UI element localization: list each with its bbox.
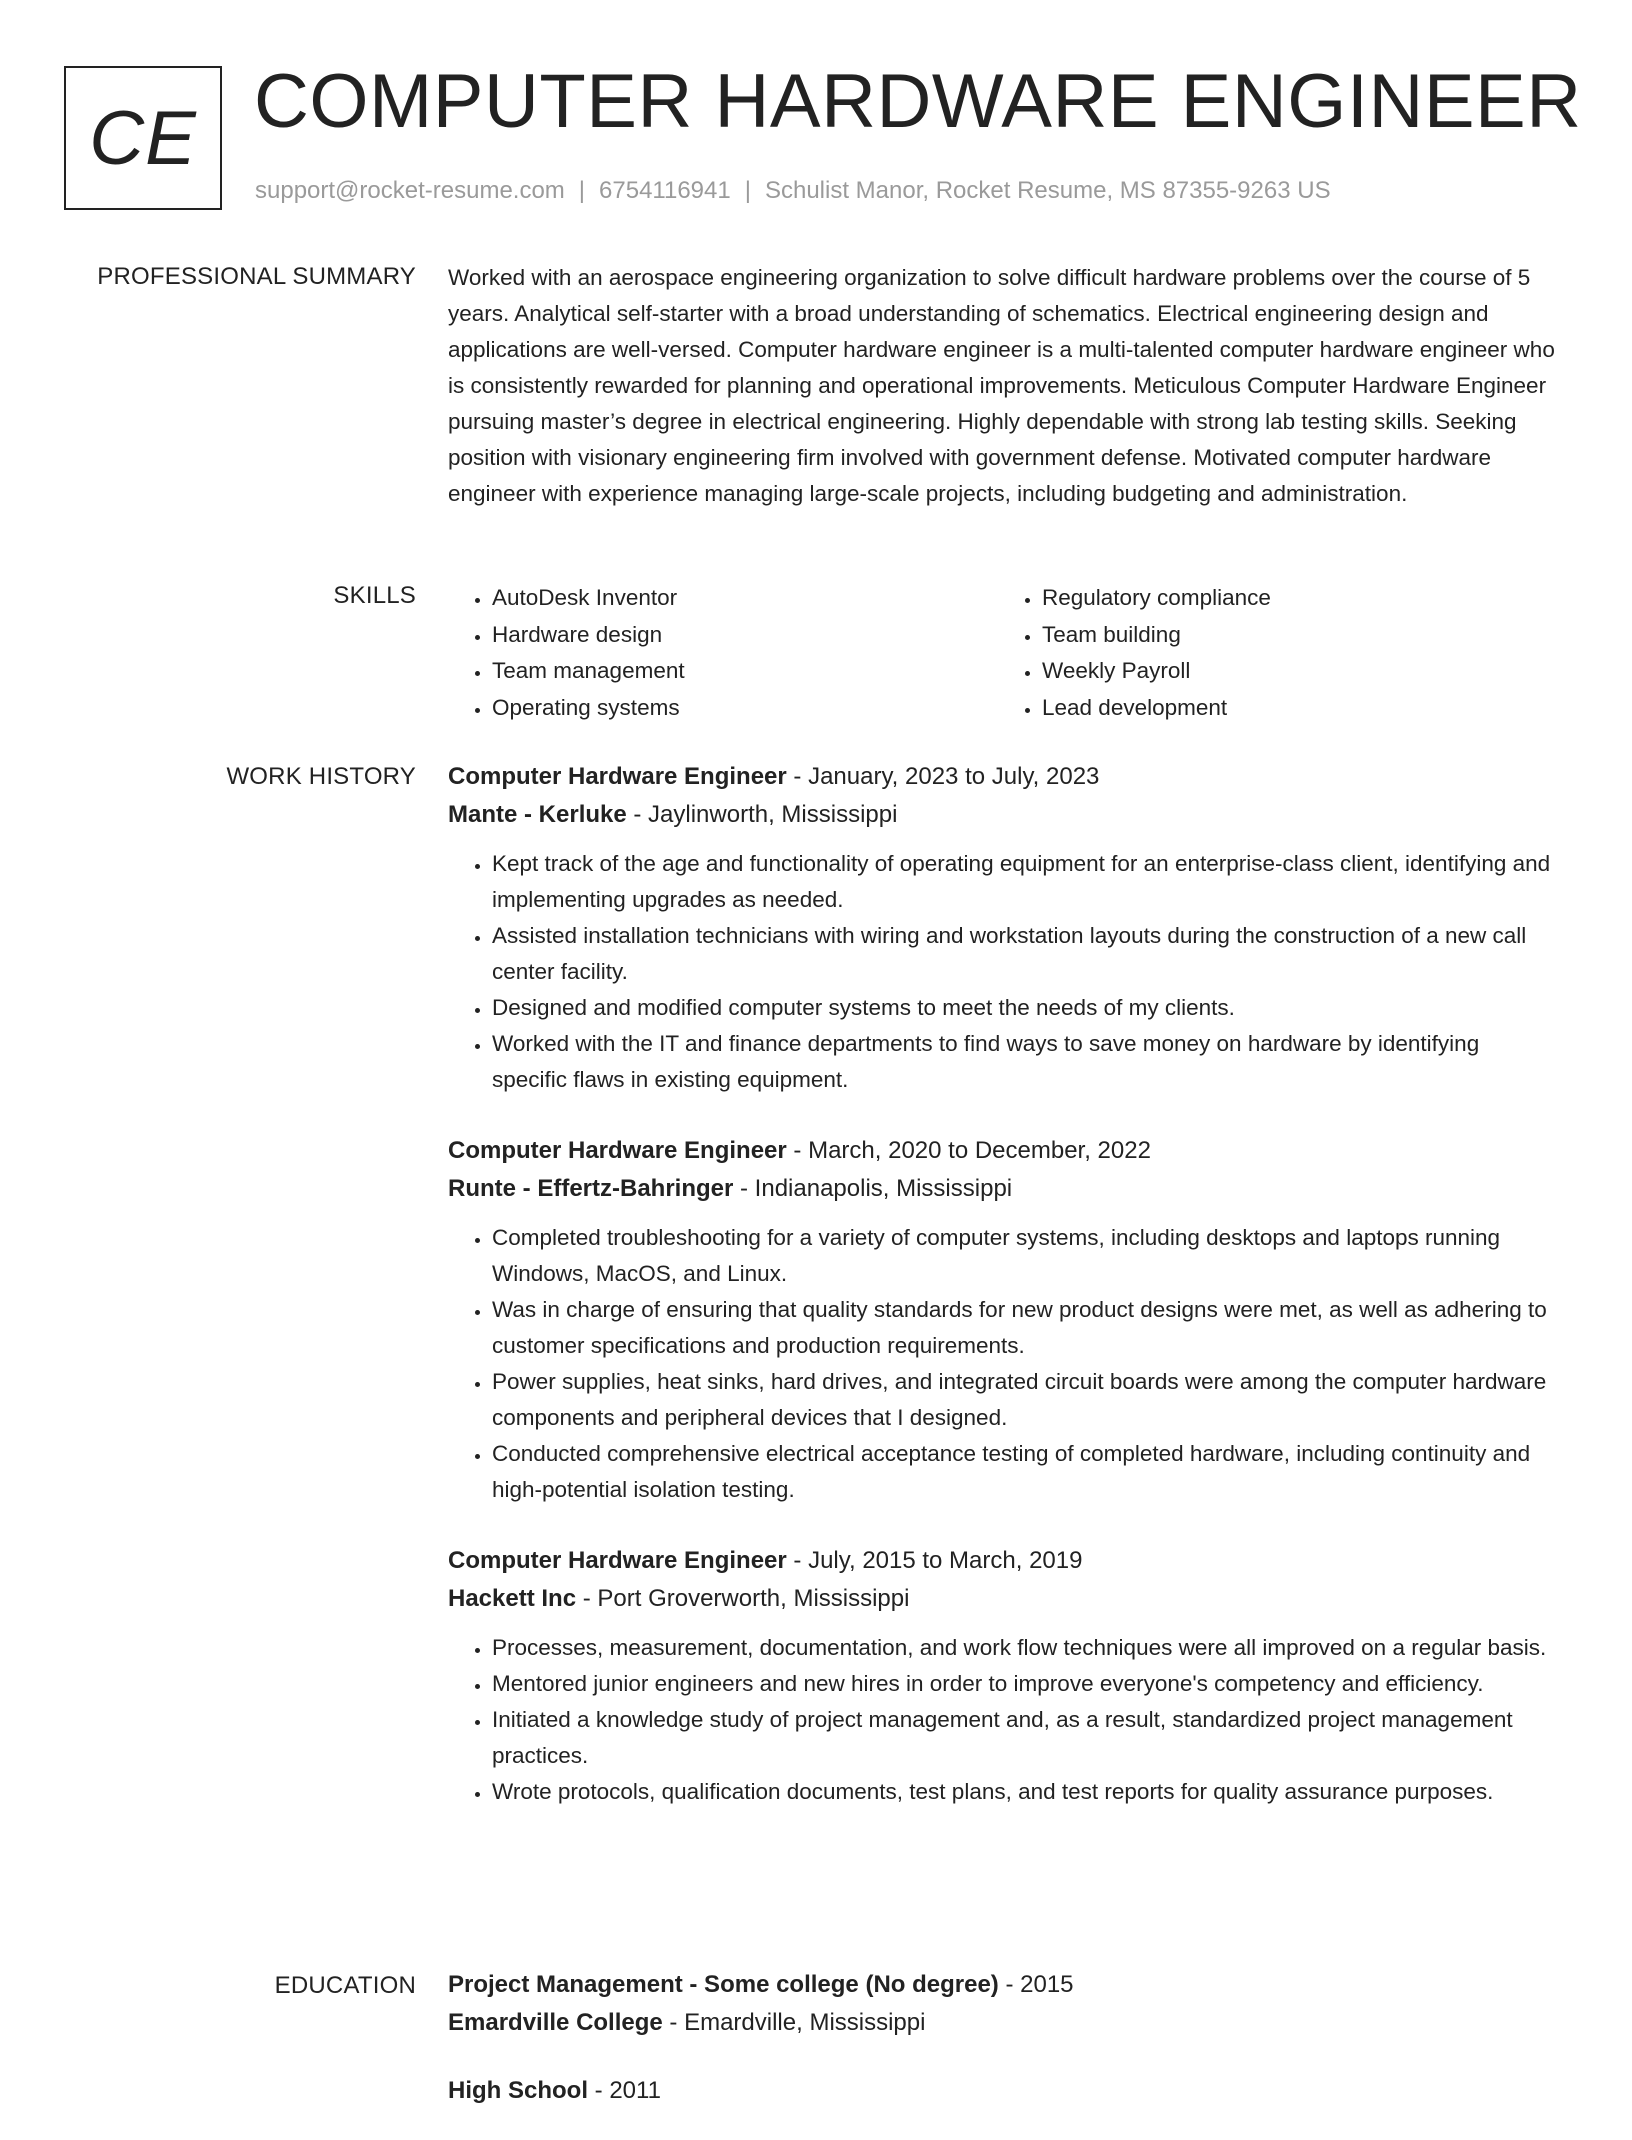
job-dates: - July, 2015 to March, 2019 (786, 1547, 1083, 1574)
job-entry (448, 758, 1560, 1098)
skills-body (448, 580, 1560, 726)
education-degree: High School (448, 2077, 588, 2104)
job-bullets (448, 1630, 1560, 1810)
job-bullets (448, 846, 1560, 1098)
skill-item: • Hardware design (492, 617, 998, 654)
education-degree: Project Management - Some college (No degree) (448, 1971, 999, 1998)
contact-separator: | (578, 177, 586, 204)
job-company-line (448, 796, 1560, 834)
job-dates: - January, 2023 to July, 2023 (786, 763, 1100, 790)
summary-text: Worked with an aerospace engineering organization to solve difficult hardware problems over the course of 5 years. Analytical self-starter with a broad understanding of schematics. Electrical engineering design and applications are well-versed. Computer hardware engineer is a multi-talented computer hardware engineer who is consistently rewarded for planning and operational improvements. Meticulous Computer Hardware Engineer pursuing master’s degree in electrical engineering. Highly dependable with strong lab testing skills. Seeking position with visionary engineering firm involved with government defense. Motivated computer hardware engineer with experience managing large-scale projects, including budgeting and administration. (448, 265, 1555, 506)
job-bullet: • Was in charge of ensuring that quality standards for new product designs were met, as well as adhering to customer specifications and production requirements. (492, 1292, 1560, 1364)
education-school: Emardville College (448, 2009, 663, 2036)
skills-list-right (998, 580, 1548, 726)
skill-item: • Operating systems (492, 690, 998, 727)
job-bullet: • Assisted installation technicians with wiring and workstation layouts during the construction of a new call center facility. (492, 918, 1560, 990)
education-school-line (448, 2004, 1560, 2042)
job-bullet: • Processes, measurement, documentation, and work flow techniques were all improved on a regular basis. (492, 1630, 1560, 1666)
skill-item: • Team management (492, 653, 998, 690)
job-bullet: • Completed troubleshooting for a variety of computer systems, including desktops and laptops running Windows, MacOS, and Linux. (492, 1220, 1560, 1292)
skills-list-left (448, 580, 998, 726)
contact-separator: | (744, 177, 751, 204)
job-company: Hackett Inc (448, 1585, 577, 1612)
job-bullet: • Worked with the IT and finance departments to find ways to save money on hardware by identifying specific flaws in existing equipment. (492, 1026, 1560, 1098)
job-bullet: • Designed and modified computer systems to meet the needs of my clients. (492, 990, 1560, 1026)
job-company-line (448, 1170, 1560, 1208)
job-company: Mante - Kerluke (448, 801, 627, 828)
job-entry (448, 1542, 1560, 1810)
education-year: - 2011 (588, 2077, 661, 2104)
skill-item: • Weekly Payroll (1042, 653, 1548, 690)
section-title-summary: PROFESSIONAL SUMMARY (97, 263, 416, 290)
job-location: - Port Groverworth, Mississippi (576, 1585, 910, 1612)
job-location: - Indianapolis, Mississippi (733, 1175, 1013, 1202)
education-entry (448, 1966, 1560, 2042)
section-title-work: WORK HISTORY (226, 763, 416, 790)
job-location: - Jaylinworth, Mississippi (626, 801, 898, 828)
job-role-line (448, 1542, 1560, 1580)
job-company-line (448, 1580, 1560, 1618)
education-entry (448, 2072, 1560, 2110)
job-bullet: • Initiated a knowledge study of project management and, as a result, standardized project management practices. (492, 1702, 1560, 1774)
education-body (448, 1966, 1560, 2140)
job-bullet: • Kept track of the age and functionality of operating equipment for an enterprise-class client, identifying and implementing upgrades as needed. (492, 846, 1560, 918)
job-role: Computer Hardware Engineer (448, 1547, 787, 1574)
job-role: Computer Hardware Engineer (448, 1137, 787, 1164)
education-location: - Emardville, Mississippi (662, 2009, 926, 2036)
job-role-line (448, 1132, 1560, 1170)
job-bullet: • Mentored junior engineers and new hires in order to improve everyone's competency and efficiency. (492, 1666, 1560, 1702)
section-title-education: EDUCATION (274, 1972, 416, 1999)
job-role: Computer Hardware Engineer (448, 763, 787, 790)
education-degree-line (448, 2072, 1560, 2110)
job-bullet: • Power supplies, heat sinks, hard drives, and integrated circuit boards were among the computer hardware components and peripheral devices that I designed. (492, 1364, 1560, 1436)
skill-item: • Lead development (1042, 690, 1548, 727)
initials-monogram: CE (64, 66, 222, 210)
contact-email[interactable]: support@rocket-resume.com (255, 177, 565, 204)
job-dates: - March, 2020 to December, 2022 (786, 1137, 1151, 1164)
work-history-body (448, 758, 1560, 1844)
education-degree-line (448, 1966, 1560, 2004)
job-entry (448, 1132, 1560, 1508)
job-bullet: • Conducted comprehensive electrical acceptance testing of completed hardware, including continuity and high-potential isolation testing. (492, 1436, 1560, 1508)
education-year: - 2015 (998, 1971, 1074, 1998)
contact-address: Schulist Manor, Rocket Resume, MS 87355-9263 US (764, 177, 1331, 204)
skill-item: • Team building (1042, 617, 1548, 654)
job-bullets (448, 1220, 1560, 1508)
contact-line (255, 176, 1331, 206)
section-title-skills: SKILLS (333, 582, 416, 609)
job-bullet: • Wrote protocols, qualification documents, test plans, and test reports for quality assurance purposes. (492, 1774, 1560, 1810)
skill-item: • Regulatory compliance (1042, 580, 1548, 617)
job-company: Runte - Effertz-Bahringer (448, 1175, 734, 1202)
resume-title: COMPUTER HARDWARE ENGINEER (254, 59, 1582, 144)
job-role-line (448, 758, 1560, 796)
skill-item: • AutoDesk Inventor (492, 580, 998, 617)
contact-phone[interactable]: 6754116941 (599, 177, 731, 204)
